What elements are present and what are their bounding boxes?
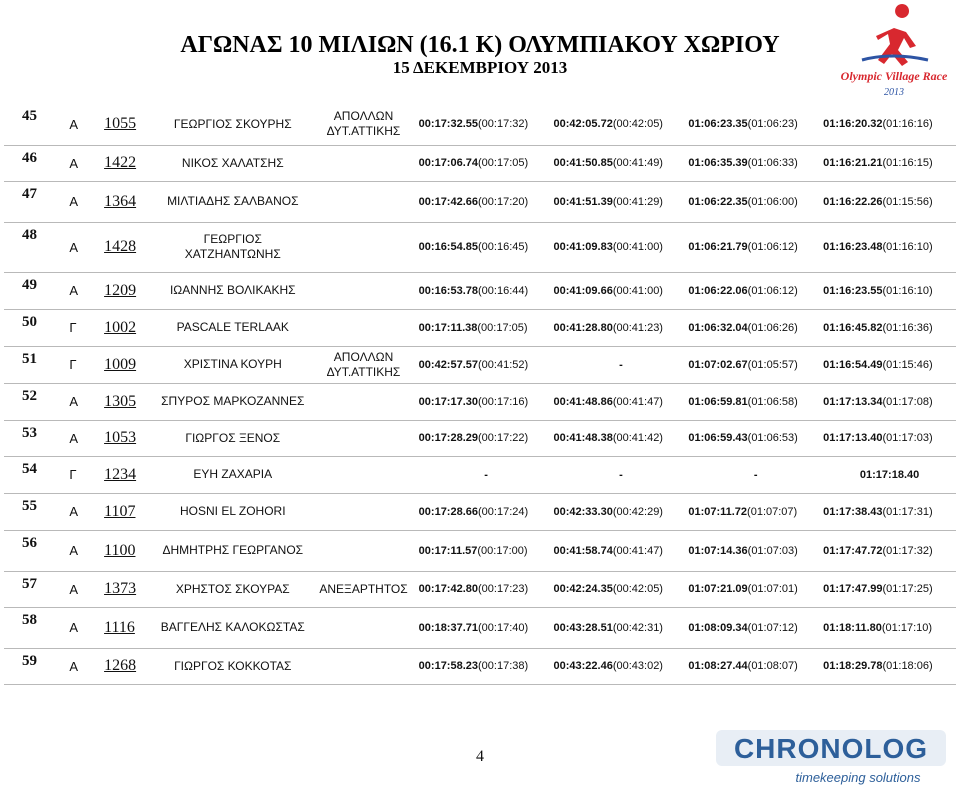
chip-time: (01:06:12) — [747, 241, 798, 253]
club-cell — [308, 607, 418, 648]
position-cell: 53 — [4, 420, 69, 456]
gun-time: 01:07:21.09 — [688, 583, 748, 595]
gun-time: 01:06:22.06 — [688, 284, 748, 297]
table-row — [4, 104, 956, 145]
gun-time: 01:06:59.81 — [688, 395, 748, 408]
logo-brand: CHRONOLOG — [733, 733, 929, 764]
olympic-village-race-logo — [832, 4, 956, 100]
split-time-cell — [823, 456, 956, 493]
chip-time: (01:07:03) — [747, 544, 798, 557]
category-cell: Α — [69, 222, 104, 272]
category-cell: Α — [69, 530, 104, 571]
split-time-cell — [823, 346, 956, 383]
chip-time: (00:42:05) — [612, 583, 663, 595]
chip-time: (00:17:22) — [478, 432, 529, 444]
chip-time: (00:42:31) — [612, 621, 663, 634]
gun-time: 01:17:38.43 — [823, 505, 883, 518]
chip-time: (00:17:38) — [478, 660, 529, 672]
club-cell — [308, 145, 418, 181]
gun-time: 00:17:28.66 — [418, 505, 478, 518]
table-row — [4, 181, 956, 222]
chip-time: (01:06:58) — [747, 395, 798, 408]
chip-time: (00:41:00) — [612, 241, 663, 253]
club-cell — [308, 530, 418, 571]
table-row — [4, 346, 956, 383]
bib-number-link[interactable]: 1428 — [104, 222, 157, 272]
split-time-cell — [419, 145, 554, 181]
split-time-cell — [823, 222, 956, 272]
gun-time: 00:42:57.57 — [418, 358, 478, 371]
gun-time: 01:18:11.80 — [823, 621, 882, 634]
club-cell: ΑΠΟΛΛΩΝ ΔΥΤ.ΑΤΤΙΚΗΣ — [308, 346, 418, 383]
gun-time: 00:17:42.66 — [418, 195, 478, 208]
athlete-name-cell: ΓΙΩΡΓΟΣ ΞΕΝΟΣ — [157, 420, 308, 456]
chip-time: (00:43:02) — [612, 660, 663, 672]
chip-time: (00:41:47) — [612, 395, 663, 408]
chip-time: (00:41:00) — [612, 284, 663, 297]
gun-time: 00:16:53.78 — [418, 284, 478, 297]
chip-time: (01:16:15) — [882, 157, 933, 169]
position-cell: 57 — [4, 571, 69, 607]
chip-time: (01:17:03) — [882, 432, 933, 444]
category-cell: Α — [69, 181, 104, 222]
position-cell: 58 — [4, 607, 69, 648]
split-time-cell — [554, 309, 689, 346]
category-cell: Α — [69, 104, 104, 145]
chip-time: (00:41:23) — [612, 321, 663, 334]
chip-time: (00:16:44) — [478, 284, 529, 297]
split-time-cell — [554, 456, 689, 493]
position-cell: 50 — [4, 309, 69, 346]
table-row — [4, 648, 956, 684]
chip-time: (00:17:00) — [477, 544, 528, 557]
chip-time: (01:06:12) — [747, 284, 798, 297]
gun-time: 01:17:47.72 — [823, 544, 883, 557]
category-cell: Α — [69, 571, 104, 607]
club-cell: ΑΝΕΞΑΡΤΗΤΟΣ — [308, 571, 418, 607]
gun-time: 01:17:18.40 — [859, 468, 920, 481]
split-time-cell — [823, 571, 956, 607]
chip-time: (01:06:53) — [747, 432, 798, 444]
gun-time: 00:17:32.55 — [418, 118, 478, 131]
page-number: 4 — [476, 748, 484, 765]
chip-time: (00:17:24) — [478, 505, 529, 518]
bib-number-link[interactable]: 1305 — [104, 383, 157, 420]
club-cell — [308, 648, 418, 684]
gun-time: 01:16:23.55 — [823, 284, 883, 297]
chip-time: (00:41:47) — [612, 544, 663, 557]
club-cell — [308, 272, 418, 309]
chip-time: (00:17:23) — [478, 583, 529, 595]
athlete-name-cell: ΔΗΜΗΤΡΗΣ ΓΕΩΡΓΑΝΟΣ — [157, 530, 308, 571]
gun-time: 00:17:17.30 — [418, 395, 478, 408]
split-time-cell — [554, 145, 689, 181]
gun-time: 00:41:58.74 — [553, 544, 613, 557]
split-time-cell — [688, 456, 823, 493]
split-time-cell — [554, 530, 689, 571]
position-cell: 54 — [4, 456, 69, 493]
gun-time: 01:17:13.34 — [823, 395, 883, 408]
athlete-name-cell: ΒΑΓΓΕΛΗΣ ΚΑΛΟΚΩΣΤΑΣ — [157, 607, 308, 648]
athlete-name-cell: ΕΥΗ ΖΑΧΑΡΙΑ — [157, 456, 308, 493]
table-row — [4, 222, 956, 272]
club-cell — [308, 222, 418, 272]
chip-time: (00:41:52) — [478, 358, 529, 371]
category-cell: Γ — [69, 309, 104, 346]
split-time-cell — [823, 493, 956, 530]
bib-number-link[interactable]: 1234 — [104, 456, 157, 493]
athlete-name-cell: ΣΠΥΡΟΣ ΜΑΡΚΟΖΑΝΝΕΣ — [157, 383, 308, 420]
chip-time: (01:16:10) — [882, 284, 933, 297]
split-time-cell — [419, 530, 554, 571]
split-time-cell — [554, 420, 689, 456]
split-time-cell — [554, 383, 689, 420]
split-time-cell — [823, 530, 956, 571]
chip-time: (00:42:05) — [612, 118, 663, 131]
club-cell — [308, 383, 418, 420]
split-time-cell — [823, 104, 956, 145]
chip-time: (01:16:10) — [882, 241, 933, 253]
bib-number-link[interactable]: 1364 — [104, 181, 157, 222]
chip-time: (01:07:07) — [747, 505, 798, 518]
chip-time: (01:06:00) — [747, 195, 798, 208]
category-cell: Α — [69, 493, 104, 530]
split-time-cell — [554, 648, 689, 684]
position-cell: 56 — [4, 530, 69, 571]
split-time-cell — [823, 145, 956, 181]
chip-time: (00:42:29) — [612, 505, 663, 518]
split-time-cell — [419, 571, 554, 607]
gun-time: 01:07:11.72 — [688, 505, 748, 518]
chip-time: (01:05:57) — [747, 358, 798, 371]
gun-time: 00:41:28.80 — [553, 321, 613, 334]
chip-time: (01:15:46) — [882, 358, 933, 371]
chip-time: (01:06:23) — [747, 118, 798, 131]
gun-time: 00:18:37.71 — [418, 621, 478, 634]
split-time-cell — [823, 383, 956, 420]
gun-time: 01:06:59.43 — [688, 432, 748, 444]
chip-time: (00:17:05) — [477, 321, 528, 334]
gun-time: - — [619, 468, 623, 481]
chip-time: (01:18:06) — [882, 660, 933, 672]
bib-number-link[interactable]: 1053 — [104, 420, 157, 456]
athlete-name-cell: ΝΙΚΟΣ ΧΑΛΑΤΣΗΣ — [157, 145, 308, 181]
athlete-name-cell: ΧΡΗΣΤΟΣ ΣΚΟΥΡΑΣ — [157, 571, 308, 607]
gun-time: - — [753, 468, 758, 481]
athlete-name-cell: ΓΕΩΡΓΙΟΣ ΣΚΟΥΡΗΣ — [157, 104, 308, 145]
athlete-name-cell: ΙΩΑΝΝΗΣ ΒΟΛΙΚΑΚΗΣ — [157, 272, 308, 309]
gun-time: 01:07:14.36 — [688, 544, 748, 557]
runner-icon — [895, 4, 909, 18]
chip-time: (00:17:16) — [478, 395, 529, 408]
gun-time: 01:17:13.40 — [823, 432, 883, 444]
position-cell: 45 — [4, 104, 69, 145]
position-cell: 49 — [4, 272, 69, 309]
bib-number-link[interactable]: 1107 — [104, 493, 157, 530]
gun-time: 00:41:48.86 — [553, 395, 613, 408]
category-cell: Α — [69, 272, 104, 309]
split-time-cell — [688, 346, 823, 383]
chip-time: (01:15:56) — [882, 195, 933, 208]
split-time-cell — [554, 104, 689, 145]
split-time-cell — [419, 222, 554, 272]
chip-time: (00:16:45) — [478, 241, 529, 253]
chip-time: (01:07:12) — [747, 621, 798, 634]
bib-number-link[interactable]: 1209 — [104, 272, 157, 309]
split-time-cell — [688, 222, 823, 272]
gun-time: 01:06:32.04 — [688, 321, 748, 334]
split-time-cell — [419, 346, 554, 383]
gun-time: 00:41:09.66 — [553, 284, 613, 297]
category-cell: Α — [69, 420, 104, 456]
split-time-cell — [688, 104, 823, 145]
split-time-cell — [823, 607, 956, 648]
position-cell: 51 — [4, 346, 69, 383]
split-time-cell — [823, 648, 956, 684]
table-row — [4, 420, 956, 456]
chip-time: (00:17:20) — [478, 195, 529, 208]
club-cell — [308, 493, 418, 530]
gun-time: 01:16:20.32 — [823, 118, 883, 131]
table-row — [4, 571, 956, 607]
gun-time: 01:16:22.26 — [823, 195, 883, 208]
gun-time: 00:17:28.29 — [418, 432, 478, 444]
chip-time: (01:07:01) — [747, 583, 798, 595]
split-time-cell — [419, 493, 554, 530]
table-row — [4, 530, 956, 571]
category-cell: Γ — [69, 346, 104, 383]
split-time-cell — [554, 607, 689, 648]
athlete-name-cell: ΓΕΩΡΓΙΟΣ ΧΑΤΖΗΑΝΤΩΝΗΣ — [157, 222, 308, 272]
split-time-cell — [688, 420, 823, 456]
split-time-cell — [419, 420, 554, 456]
chip-time: (01:16:36) — [882, 321, 933, 334]
club-cell — [308, 420, 418, 456]
split-time-cell — [419, 181, 554, 222]
gun-time: 00:42:24.35 — [553, 583, 613, 595]
split-time-cell — [554, 346, 689, 383]
page-title: ΑΓΩΝΑΣ 10 ΜΙΛΙΩΝ (16.1 Κ) ΟΛΥΜΠΙΑΚΟΥ ΧΩΡΙΟΥ — [180, 32, 780, 58]
split-time-cell — [688, 493, 823, 530]
category-cell: Γ — [69, 456, 104, 493]
results-table — [4, 104, 956, 685]
split-time-cell — [419, 648, 554, 684]
position-cell: 52 — [4, 383, 69, 420]
club-cell: ΑΠΟΛΛΩΝ ΔΥΤ.ΑΤΤΙΚΗΣ — [308, 104, 418, 145]
table-row — [4, 456, 956, 493]
chronolog-logo — [708, 708, 958, 792]
position-cell: 47 — [4, 181, 69, 222]
gun-time: 00:17:58.23 — [418, 660, 478, 672]
category-cell: Α — [69, 383, 104, 420]
race-date: 15 ΔΕΚΕΜΒΡΙΟΥ 2013 — [392, 58, 568, 77]
logo-race-name: Olympic Village Race — [840, 69, 948, 83]
gun-time: 01:08:27.44 — [688, 660, 748, 672]
split-time-cell — [419, 456, 554, 493]
chip-time: (01:17:31) — [882, 505, 933, 518]
gun-time: 01:06:35.39 — [688, 157, 748, 169]
split-time-cell — [419, 104, 554, 145]
chip-time: (01:17:08) — [882, 395, 933, 408]
gun-time: 00:41:51.39 — [553, 195, 613, 208]
split-time-cell — [688, 181, 823, 222]
gun-time: 00:16:54.85 — [418, 241, 478, 253]
gun-time: 00:43:22.46 — [553, 660, 613, 672]
gun-time: 01:08:09.34 — [688, 621, 748, 634]
category-cell: Α — [69, 145, 104, 181]
split-time-cell — [823, 420, 956, 456]
bib-number-link[interactable]: 1009 — [104, 346, 157, 383]
athlete-name-cell: ΜΙΛΤΙΑΔΗΣ ΣΑΛΒΑΝΟΣ — [157, 181, 308, 222]
split-time-cell — [823, 272, 956, 309]
position-cell: 59 — [4, 648, 69, 684]
split-time-cell — [688, 607, 823, 648]
split-time-cell — [419, 383, 554, 420]
chip-time: (00:41:49) — [612, 157, 663, 169]
gun-time: 00:17:11.38 — [418, 321, 478, 334]
gun-time: 01:06:22.35 — [688, 195, 748, 208]
gun-time: 00:41:50.85 — [553, 157, 613, 169]
split-time-cell — [419, 607, 554, 648]
gun-time: - — [484, 468, 488, 481]
gun-time: 00:41:09.83 — [553, 241, 613, 253]
category-cell: Α — [69, 648, 104, 684]
gun-time: 00:17:06.74 — [418, 157, 478, 169]
gun-time: 00:17:11.57 — [418, 544, 478, 557]
bib-number-link[interactable]: 1373 — [104, 571, 157, 607]
chip-time: (00:41:29) — [612, 195, 663, 208]
chip-time: (00:41:42) — [612, 432, 663, 444]
gun-time: 01:07:02.67 — [688, 358, 748, 371]
table-row — [4, 272, 956, 309]
athlete-name-cell: HOSNI EL ZOHORI — [157, 493, 308, 530]
table-row — [4, 145, 956, 181]
logo-year: 2013 — [884, 87, 904, 98]
gun-time: - — [619, 358, 623, 371]
table-row — [4, 493, 956, 530]
position-cell: 46 — [4, 145, 69, 181]
gun-time: 01:06:21.79 — [688, 241, 748, 253]
split-time-cell — [688, 571, 823, 607]
gun-time: 01:06:23.35 — [688, 118, 748, 131]
gun-time: 00:42:05.72 — [553, 118, 613, 131]
gun-time: 00:41:48.38 — [553, 432, 613, 444]
bib-number-link[interactable]: 1116 — [104, 607, 157, 648]
chip-time: (00:17:32) — [478, 118, 529, 131]
table-row — [4, 383, 956, 420]
chip-time: (00:17:40) — [478, 621, 529, 634]
chip-time: (01:08:07) — [747, 660, 798, 672]
gun-time: 01:18:29.78 — [823, 660, 883, 672]
split-time-cell — [554, 222, 689, 272]
bib-number-link[interactable]: 1422 — [104, 145, 157, 181]
split-time-cell — [419, 309, 554, 346]
athlete-name-cell: ΓΙΩΡΓΟΣ ΚΟΚΚΟΤΑΣ — [157, 648, 308, 684]
split-time-cell — [688, 309, 823, 346]
gun-time: 01:17:47.99 — [823, 583, 883, 595]
chip-time: (01:06:33) — [747, 157, 798, 169]
chip-time: (01:17:32) — [882, 544, 933, 557]
gun-time: 00:43:28.51 — [553, 621, 613, 634]
athlete-name-cell: ΧΡΙΣΤΙΝΑ ΚΟΥΡΗ — [157, 346, 308, 383]
split-time-cell — [688, 383, 823, 420]
gun-time: 01:16:45.82 — [823, 321, 883, 334]
club-cell — [308, 456, 418, 493]
club-cell — [308, 309, 418, 346]
table-row — [4, 607, 956, 648]
split-time-cell — [688, 272, 823, 309]
split-time-cell — [688, 530, 823, 571]
bib-number-link[interactable]: 1268 — [104, 648, 157, 684]
club-cell — [308, 181, 418, 222]
chip-time: (01:17:10) — [881, 621, 933, 634]
chip-time: (01:17:25) — [882, 583, 933, 595]
split-time-cell — [554, 493, 689, 530]
chip-time: (00:17:05) — [478, 157, 529, 169]
logo-tagline: timekeeping solutions — [795, 770, 921, 785]
table-row — [4, 309, 956, 346]
gun-time: 01:16:23.48 — [823, 241, 883, 253]
split-time-cell — [554, 571, 689, 607]
split-time-cell — [554, 272, 689, 309]
split-time-cell — [823, 181, 956, 222]
split-time-cell — [688, 648, 823, 684]
gun-time: 00:42:33.30 — [553, 505, 613, 518]
gun-time: 01:16:54.49 — [823, 358, 883, 371]
bib-number-link[interactable]: 1002 — [104, 309, 157, 346]
position-cell: 48 — [4, 222, 69, 272]
chip-time: (01:16:16) — [882, 118, 933, 131]
split-time-cell — [554, 181, 689, 222]
split-time-cell — [823, 309, 956, 346]
athlete-name-cell: PASCALE TERLAAK — [157, 309, 308, 346]
position-cell: 55 — [4, 493, 69, 530]
chip-time: (01:06:26) — [747, 321, 798, 334]
category-cell: Α — [69, 607, 104, 648]
gun-time: 01:16:21.21 — [823, 157, 883, 169]
split-time-cell — [688, 145, 823, 181]
bib-number-link[interactable]: 1055 — [104, 104, 157, 145]
split-time-cell — [419, 272, 554, 309]
gun-time: 00:17:42.80 — [418, 583, 478, 595]
bib-number-link[interactable]: 1100 — [104, 530, 157, 571]
